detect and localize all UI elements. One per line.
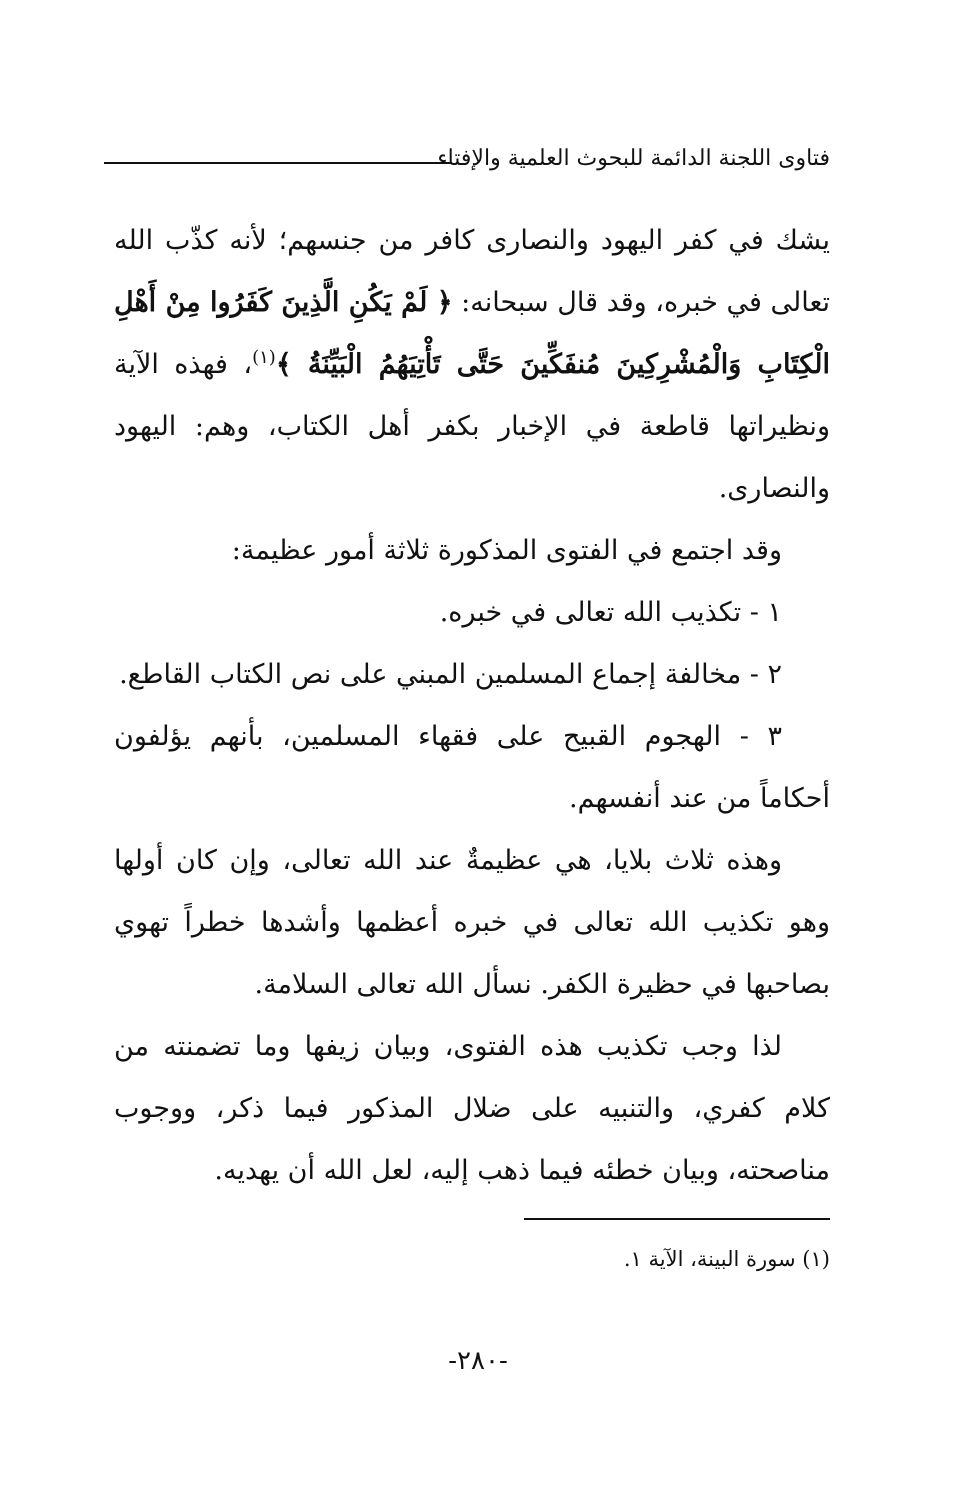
page-number: -٢٨٠- bbox=[448, 1346, 508, 1376]
footnote-marker: (١) bbox=[252, 347, 276, 368]
text-line: وهذه ثلاث بلايا، هي عظيمةٌ عند الله تعالى، وإن كان أولها bbox=[114, 845, 782, 876]
list-item: ١ - تكذيب الله تعالى في خبره. bbox=[439, 597, 782, 628]
text-line: كلام كفري، والتنبيه على ضلال المذكور فيما ذكر، ووجوب bbox=[114, 1093, 830, 1124]
main-text bbox=[114, 210, 830, 1202]
footnote-rule bbox=[524, 1218, 830, 1220]
text-line: مناصحته، وبيان خطئه فيما ذهب إليه، لعل الله أن يهديه. bbox=[214, 1155, 830, 1186]
text-line bbox=[114, 334, 830, 396]
quran-verse: الْكِتَابِ وَالْمُشْرِكِينَ مُنفَكِّينَ حَتَّى تَأْتِيَهُمُ الْبَيِّنَةُ ﴾ bbox=[275, 349, 830, 380]
text-line: أحكاماً من عند أنفسهم. bbox=[569, 783, 830, 814]
text-line: لذا وجب تكذيب هذه الفتوى، وبيان زيفها وما تضمنته من bbox=[114, 1031, 782, 1062]
text-line: وهو تكذيب الله تعالى في خبره أعظمها وأشدها خطراً تهوي bbox=[114, 907, 830, 938]
text-segment: تعالى في خبره، وقد قال سبحانه: bbox=[452, 287, 830, 318]
list-item: ٢ - مخالفة إجماع المسلمين المبني على نص الكتاب القاطع. bbox=[119, 659, 782, 690]
text-line bbox=[114, 272, 830, 334]
text-line: يشك في كفر اليهود والنصارى كافر من جنسهم؛ لأنه كذّب الله bbox=[114, 225, 830, 256]
running-header: فتاوى اللجنة الدائمة للبحوث العلمية والإفتاء bbox=[437, 146, 830, 171]
list-item: ٣ - الهجوم القبيح على فقهاء المسلمين، بأنهم يؤلفون bbox=[114, 721, 782, 752]
text-line: ونظيراتها قاطعة في الإخبار بكفر أهل الكتاب، وهم: اليهود bbox=[114, 411, 830, 442]
quran-verse: ﴿ لَمْ يَكُنِ الَّذِينَ كَفَرُوا مِنْ أَهْلِ bbox=[114, 287, 453, 318]
text-line: بصاحبها في حظيرة الكفر. نسأل الله تعالى السلامة. bbox=[254, 969, 830, 1000]
footnote: (١) سورة البينة، الآية ١. bbox=[623, 1247, 830, 1271]
text-line: وقد اجتمع في الفتوى المذكورة ثلاثة أمور عظيمة: bbox=[231, 535, 782, 566]
text-segment: ، فهذه الآية bbox=[114, 349, 253, 380]
text-line: والنصارى. bbox=[718, 473, 830, 504]
header-rule bbox=[104, 162, 452, 164]
